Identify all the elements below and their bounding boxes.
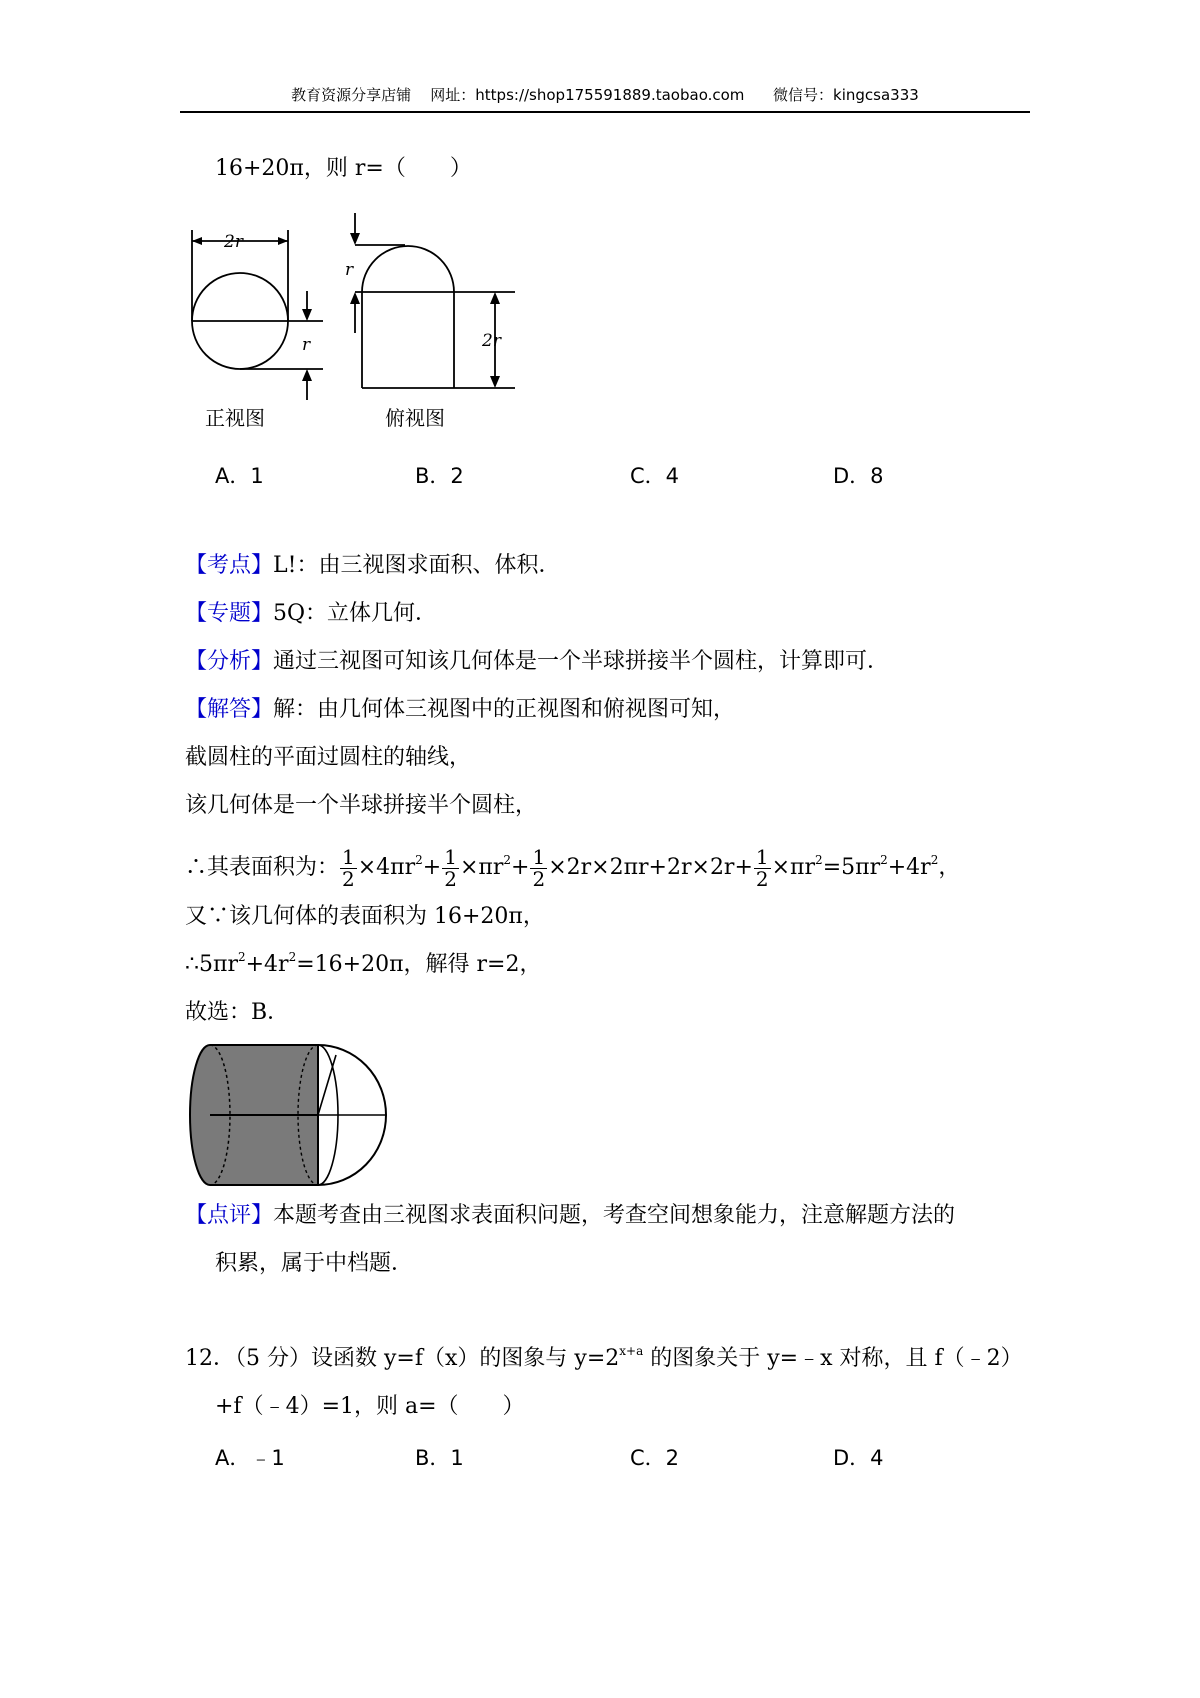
solution-line-2: 截圆柱的平面过圆柱的轴线， <box>185 745 472 770</box>
dianping-text: 本题考查由三视图求表面积问题，考查空间想象能力，注意解题方法的 <box>273 1203 956 1228</box>
kaodian-tag: 【考点】 <box>185 553 274 578</box>
q11-option-c[interactable]: C．4 <box>630 464 680 488</box>
fenxi-line <box>185 648 889 676</box>
q12-option-a[interactable]: A．﹣1 <box>215 1446 285 1470</box>
top-2r-label: 2r <box>482 331 501 351</box>
q11-stem-tail: 16+20π，则 r=（ ） <box>215 156 472 181</box>
front-2r-label: 2r <box>224 232 243 252</box>
page-header <box>180 84 1030 105</box>
formula-term-2: ×πr <box>459 855 504 880</box>
header-wechat-label: 微信号： <box>773 86 834 104</box>
fraction-half: $\frac{1}{2}$ <box>342 844 355 891</box>
header-url[interactable]: https://shop175591889.taobao.com <box>475 86 745 104</box>
fenxi-tag: 【分析】 <box>185 649 274 674</box>
q12-stem-line-2: +f（﹣4）=1，则 a=（ ） <box>215 1394 525 1419</box>
q12-stem-line-1: 12．（5 分）设函数 y=f（x）的图象与 $y=2^{x+a}$ 的图象关于 y=﹣x 对称，且 f（﹣2） <box>185 1344 1023 1371</box>
q12-exponent: x+a <box>619 1344 644 1358</box>
formula-term-3: ×2r×2πr+2r×2r+ <box>548 855 753 880</box>
zhuanti-text: 5Q：立体几何． <box>273 601 438 626</box>
jieda-text: 解：由几何体三视图中的正视图和俯视图可知， <box>273 697 736 722</box>
zhuanti-line <box>185 600 437 628</box>
fraction-half: $\frac{1}{2}$ <box>444 844 457 891</box>
fraction-half: $\frac{1}{2}$ <box>532 844 546 891</box>
top-view-figure <box>345 208 520 398</box>
formula-term-1: ×4πr <box>357 855 416 880</box>
q11-option-a[interactable]: A．1 <box>215 464 264 488</box>
dianping-line-2: 积累，属于中档题． <box>215 1251 414 1276</box>
solution-line-3: 该几何体是一个半球拼接半个圆柱， <box>185 793 538 818</box>
q12-option-c[interactable]: C．2 <box>630 1446 680 1470</box>
front-r-label: r <box>302 335 311 355</box>
solid-figure <box>188 1040 388 1190</box>
kaodian-line <box>185 552 560 580</box>
formula-prefix: ∴其表面积为： <box>185 855 340 880</box>
q12-option-d[interactable]: D．4 <box>833 1446 884 1470</box>
top-r-label: r <box>345 260 354 280</box>
header-wechat: kingcsa333 <box>833 86 919 104</box>
surface-area-formula: ∴其表面积为： $\frac{1}{2}$ $\times 4\pi r^2+$ $\frac{1}{2}$ $\times\pi r^2+$ $\frac{1}{2}$ ×2r×2πr+2r×2r+ $\frac{1}{2}$ $\times\pi r^2=5\pi r^2+4r^2$， <box>185 844 961 891</box>
formula-term-5: =5πr <box>822 855 881 880</box>
q11-option-b[interactable]: B．2 <box>415 464 464 488</box>
top-view-caption: 俯视图 <box>385 406 445 430</box>
solution-line-5: 又∵该几何体的表面积为 16+20π， <box>185 904 545 929</box>
kaodian-text: L!：由三视图求面积、体积． <box>273 553 561 578</box>
q12-option-b[interactable]: B．1 <box>415 1446 464 1470</box>
solution-answer: 故选：B． <box>185 1000 290 1025</box>
header-shop: 教育资源分享店铺 <box>291 86 412 104</box>
front-view-caption: 正视图 <box>205 406 265 430</box>
jieda-tag: 【解答】 <box>185 697 274 722</box>
header-divider <box>180 111 1030 113</box>
zhuanti-tag: 【专题】 <box>185 601 274 626</box>
fenxi-text: 通过三视图可知该几何体是一个半球拼接半个圆柱，计算即可． <box>273 649 890 674</box>
q11-option-d[interactable]: D．8 <box>833 464 884 488</box>
solution-line-6: $\therefore 5\pi r^2+4r^2=16+20\pi$，解得 r=2， <box>185 950 542 977</box>
formula-term-4: ×πr <box>771 855 816 880</box>
dianping-line <box>185 1202 955 1230</box>
front-view-figure <box>180 225 330 415</box>
jieda-line <box>185 696 735 724</box>
dianping-tag: 【点评】 <box>185 1203 274 1228</box>
header-url-label: 网址： <box>430 86 476 104</box>
fraction-half: $\frac{1}{2}$ <box>755 844 769 891</box>
formula-term-6: +4r <box>887 855 931 880</box>
